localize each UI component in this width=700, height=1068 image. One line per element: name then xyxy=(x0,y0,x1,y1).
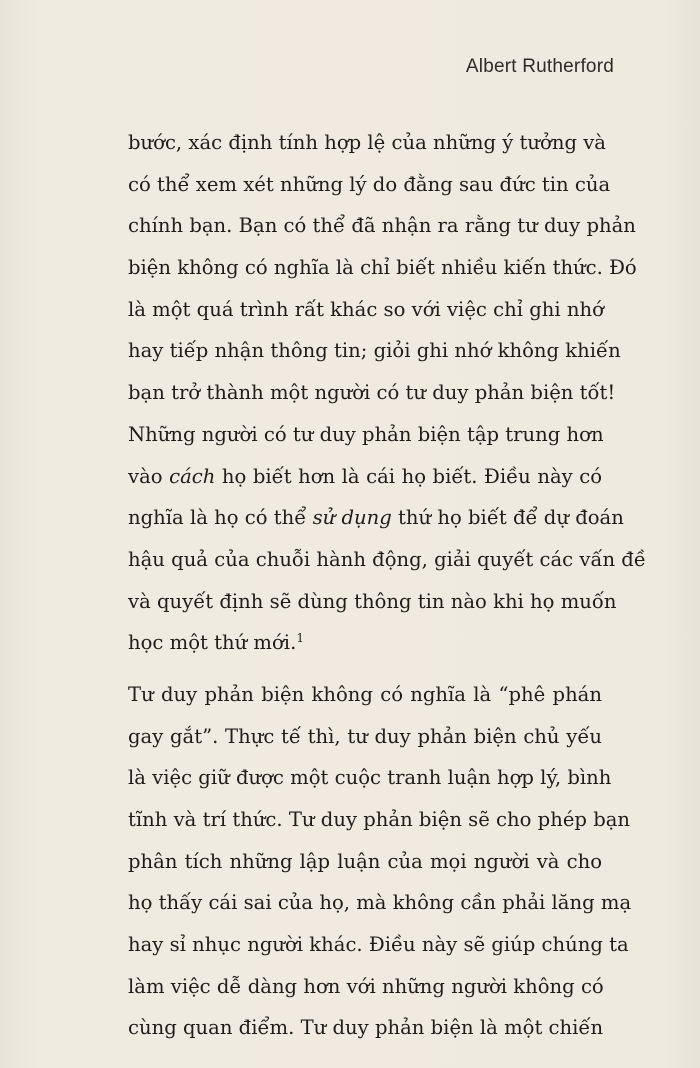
text-run: thứ họ biết để dự đoán xyxy=(391,506,624,530)
text-run: họ biết hơn là cái họ biết. Điều này có xyxy=(215,464,603,488)
text-line: có thể xem xét những lý do đằng sau đức tin của xyxy=(128,172,611,196)
footnote-marker: 1 xyxy=(296,631,304,646)
text-line: chính bạn. Bạn có thể đã nhận ra rằng tư duy phản xyxy=(128,214,636,238)
text-line: Tư duy phản biện không có nghĩa là “phê phán xyxy=(128,682,602,706)
text-line: Những người có tư duy phản biện tập trung hơn xyxy=(128,422,604,446)
emphasis-word: cách xyxy=(169,464,216,488)
paragraph-2 xyxy=(128,674,632,1049)
text-line: họ thấy cái sai của họ, mà không cần phải lăng mạ xyxy=(128,891,632,915)
text-line: phân tích những lập luận của mọi người và cho xyxy=(128,849,602,873)
paragraph-1 xyxy=(128,122,646,664)
text-line: hay sỉ nhục người khác. Điều này sẽ giúp chúng ta xyxy=(128,933,629,957)
text-line: hậu quả của chuỗi hành động, giải quyết các vấn đề xyxy=(128,547,646,571)
running-header-author: Albert Rutherford xyxy=(465,56,614,77)
text-run: vào xyxy=(128,464,170,488)
emphasis-word: sử dụng xyxy=(312,506,392,530)
text-line: làm việc dễ dàng hơn với những người không có xyxy=(128,974,604,998)
text-run: nghĩa là họ có thể xyxy=(128,506,313,530)
text-line: là việc giữ được một cuộc tranh luận hợp lý, bình xyxy=(128,766,612,790)
text-line xyxy=(128,497,624,539)
text-line xyxy=(128,456,602,498)
text-line: hay tiếp nhận thông tin; giỏi ghi nhớ không khiến xyxy=(128,339,621,363)
body-text xyxy=(128,122,646,1049)
text-line: biện không có nghĩa là chỉ biết nhiều kiến thức. Đó xyxy=(128,256,637,280)
text-line xyxy=(128,622,602,664)
text-line: là một quá trình rất khác so với việc chỉ ghi nhớ xyxy=(128,297,604,321)
text-line: bước, xác định tính hợp lệ của những ý tưởng và xyxy=(128,131,606,154)
text-line: cùng quan điểm. Tư duy phản biện là một chiến xyxy=(128,1016,604,1040)
text-line: và quyết định sẽ dùng thông tin nào khi họ muốn xyxy=(128,589,617,613)
text-run: học một thứ mới. xyxy=(128,631,297,655)
text-line: tĩnh và trí thức. Tư duy phản biện sẽ cho phép bạn xyxy=(128,808,631,831)
text-line: bạn trở thành một người có tư duy phản biện tốt! xyxy=(128,381,616,405)
text-line: gay gắt”. Thực tế thì, tư duy phản biện chủ yếu xyxy=(128,724,602,748)
